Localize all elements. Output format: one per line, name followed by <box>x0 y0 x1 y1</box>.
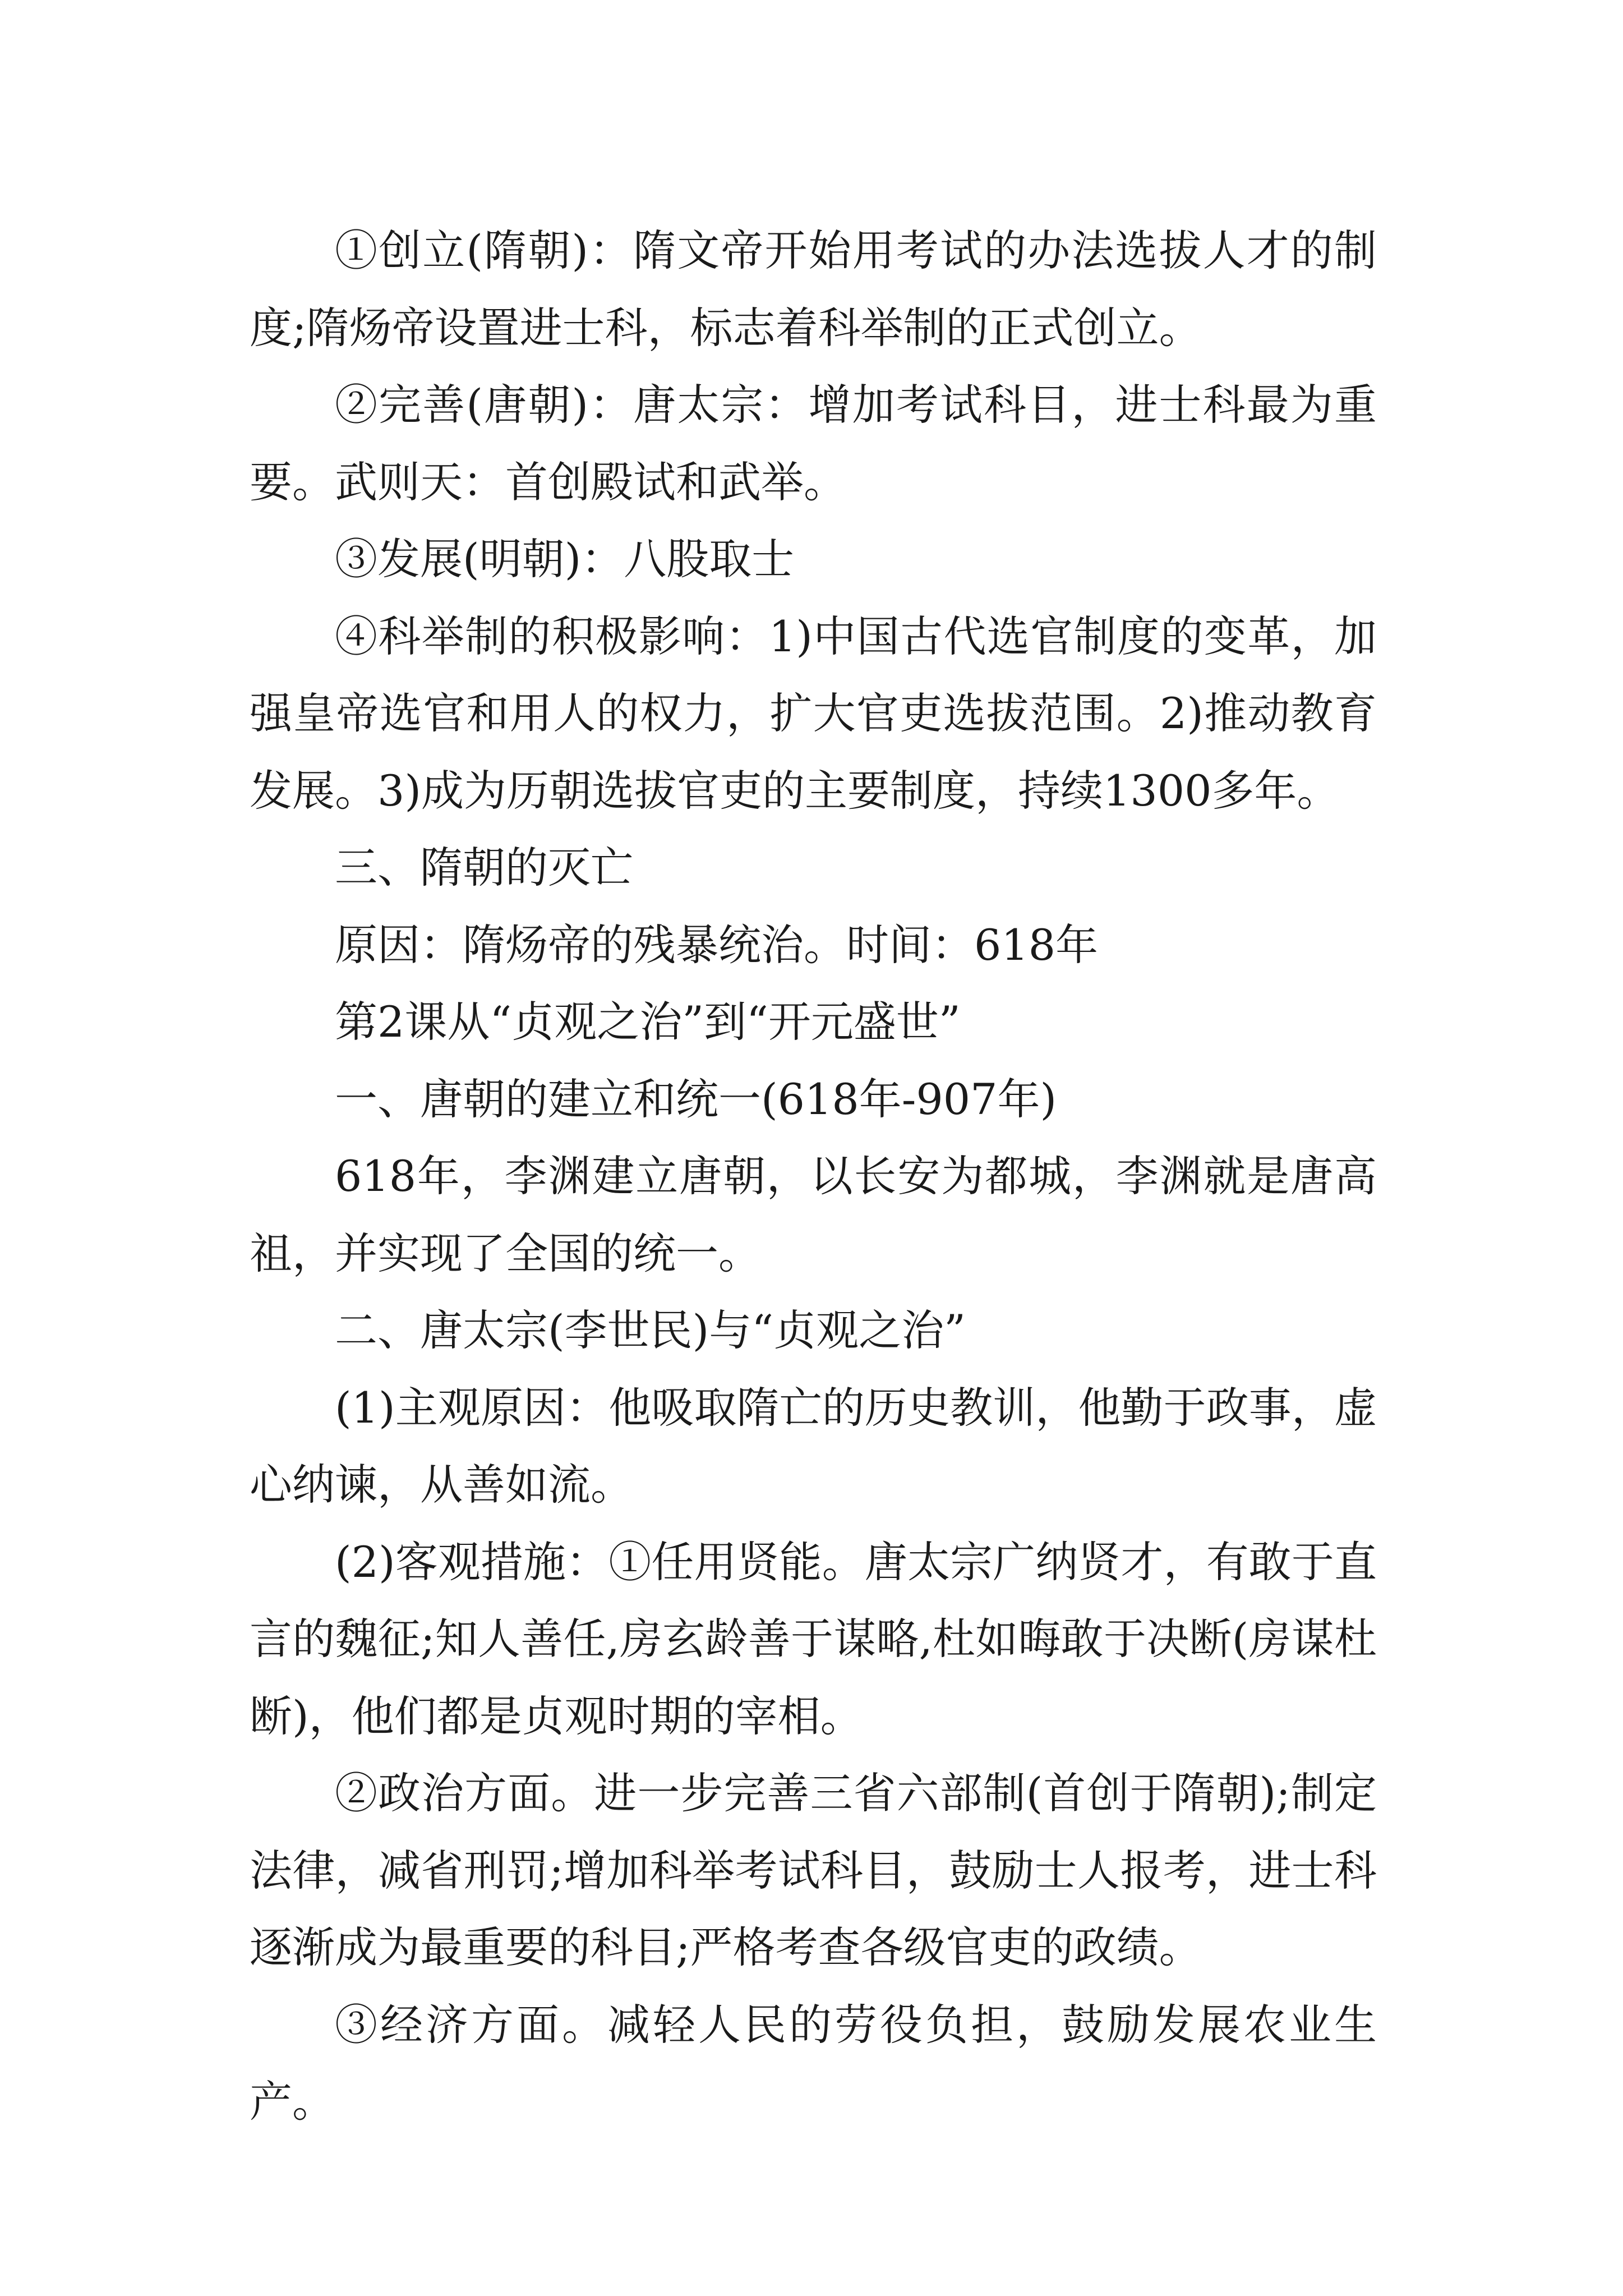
paragraph-economic-measures: ③经济方面。减轻人民的劳役负担，鼓励发展农业生产。 <box>250 1999 1377 2127</box>
paragraph-keju-perfecting: ②完善(唐朝)：唐太宗：增加考试科目，进士科最为重要。武则天：首创殿试和武举。 <box>250 380 1377 507</box>
paragraph-tang-founding: 618年，李渊建立唐朝，以长安为都城，李渊就是唐高祖，并实现了全国的统一。 <box>250 1151 1377 1278</box>
section-heading-sui-fall: 三、隋朝的灭亡 <box>335 843 633 892</box>
section-heading-zhenguan: 二、唐太宗(李世民)与“贞观之治” <box>335 1305 966 1355</box>
paragraph-political-measures: ②政治方面。进一步完善三省六部制(首创于隋朝);制定法律，减省刑罚;增加科举考试科目，鼓励士人报考，进士科逐渐成为最重要的科目;严格考查各级官吏的政绩。 <box>250 1768 1377 1972</box>
paragraph-keju-impact: ④科举制的积极影响：1)中国古代选官制度的变革，加强皇帝选官和用人的权力，扩大官吏选拔范围。2)推动教育发展。3)成为历朝选拔官吏的主要制度，持续1300多年。 <box>250 611 1377 816</box>
paragraph-keju-founding: ①创立(隋朝)：隋文帝开始用考试的办法选拔人才的制度;隋炀帝设置进士科，标志着科举制的正式创立。 <box>250 226 1377 353</box>
paragraph-keju-development: ③发展(明朝)：八股取士 <box>335 534 795 584</box>
paragraph-sui-fall-cause: 原因：隋炀帝的残暴统治。时间：618年 <box>335 919 1099 970</box>
lesson-title: 第2课从“贞观之治”到“开元盛世” <box>335 997 961 1047</box>
paragraph-objective-measures: (2)客观措施：①任用贤能。唐太宗广纳贤才，有敢于直言的魏征;知人善任,房玄龄善于谋略,杜如晦敢于决断(房谋杜断)，他们都是贞观时期的宰相。 <box>250 1536 1377 1741</box>
section-heading-tang-founding: 一、唐朝的建立和统一(618年-907年) <box>335 1074 1057 1124</box>
paragraph-subjective-reasons: (1)主观原因：他吸取隋亡的历史教训，他勤于政事，虚心纳谏，从善如流。 <box>250 1382 1377 1510</box>
document-body <box>250 212 1377 2141</box>
